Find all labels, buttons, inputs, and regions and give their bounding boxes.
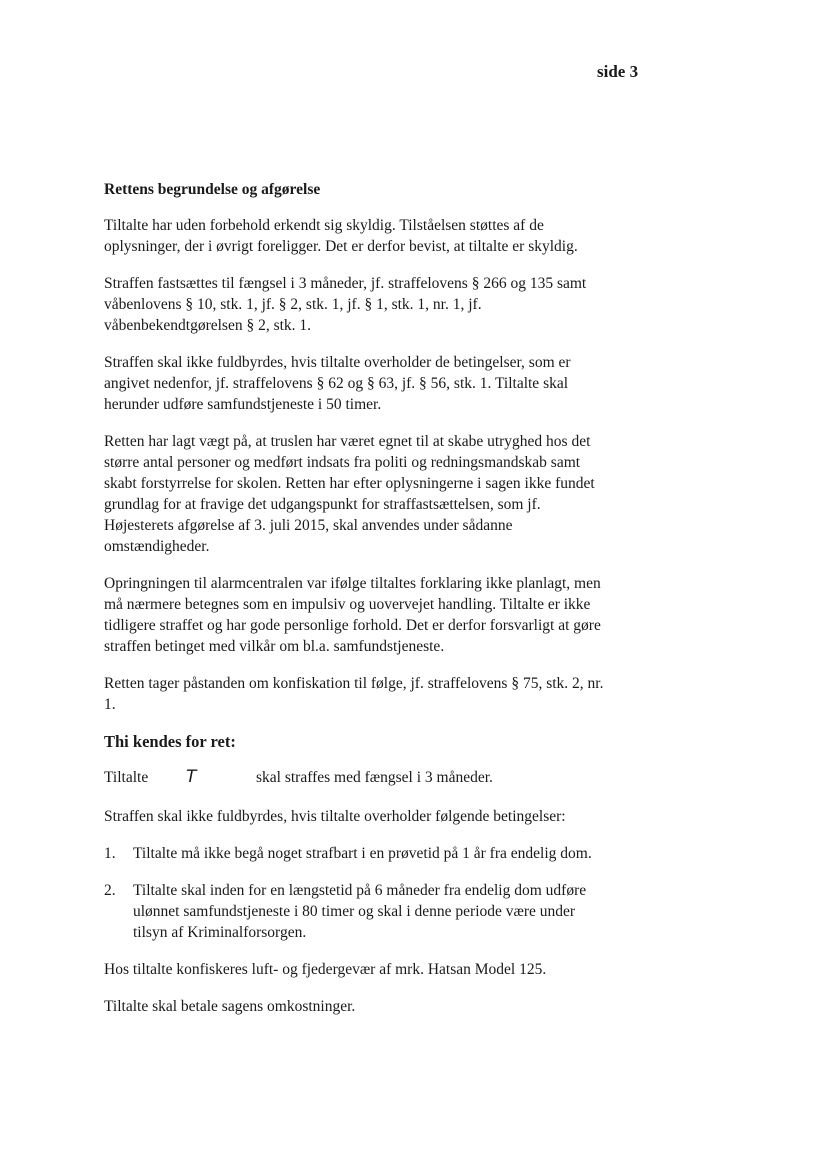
paragraph-reasoning: Retten har lagt vægt på, at truslen har været egnet til at skabe utryghed hos det større antal personer og medført indsats fra politi og redningsmandskab samt skabt forstyrrelse for skolen. Retten har efter oplysningerne i sagen ikke fundet grundlag for at fravige det udgangspunkt for straffastsættelsen, som jf. Højesterets afgørelse af 3. juli 2015, skal anvendes under sådanne omstændigheder. xyxy=(104,433,595,555)
condition-text: Tiltalte må ikke begå noget strafbart i en prøvetid på 1 år fra endelig dom. xyxy=(133,845,592,862)
condition-item xyxy=(104,843,604,864)
paragraph-circumstances: Opringningen til alarmcentralen var ifølge tiltaltes forklaring ikke planlagt, men må nærmere betegnes som en impulsiv og uovervejet handling. Tiltalte er ikke tidligere straffet og har gode personlige forhold. Det er derfor forsvarligt at gøre straffen betinget med vilkår om bl.a. samfundstjeneste. xyxy=(104,575,601,655)
paragraph-admission: Tiltalte har uden forbehold erkendt sig skyldig. Tilståelsen støttes af de oplysninger, der i øvrigt foreligger. Det er derfor bevist, at tiltalte er skyldig. xyxy=(104,217,578,255)
confiscation-order: Hos tiltalte konfiskeres luft- og fjedergevær af mrk. Hatsan Model 125. xyxy=(104,961,547,978)
condition-number: 2. xyxy=(104,882,116,899)
condition-text: Tiltalte skal inden for en længstetid på 6 måneder fra endelig dom udføre ulønnet samfundstjeneste i 80 timer og skal i denne periode være under tilsyn af Kriminalforsorgen. xyxy=(133,882,587,941)
paragraph-confiscation-ruling: Retten tager påstanden om konfiskation til følge, jf. straffelovens § 75, stk. 2, nr. 1. xyxy=(104,675,604,713)
costs-order: Tiltalte skal betale sagens omkostninger. xyxy=(104,998,356,1015)
paragraph-sentence-basis: Straffen fastsættes til fængsel i 3 måneder, jf. straffelovens § 266 og 135 samt våbenlovens § 10, stk. 1, jf. § 2, stk. 1, jf. § 1, stk. 1, nr. 1, jf. våbenbekendtgørelsen § 2, stk. 1. xyxy=(104,275,587,334)
verdict-heading: Thi kendes for ret: xyxy=(104,732,236,751)
document-body xyxy=(104,179,604,1033)
conditions-list xyxy=(104,843,604,943)
condition-item xyxy=(104,880,604,943)
verdict-sentence-line xyxy=(104,767,604,788)
verdict-sentence: skal straffes med fængsel i 3 måneder. xyxy=(256,769,493,786)
condition-number: 1. xyxy=(104,845,116,862)
page-number: side 3 xyxy=(597,62,639,81)
section-heading: Rettens begrundelse og afgørelse xyxy=(104,181,321,198)
defendant-name-redaction: T xyxy=(186,767,197,787)
conditions-intro: Straffen skal ikke fuldbyrdes, hvis tiltalte overholder følgende betingelser: xyxy=(104,808,566,825)
defendant-label: Tiltalte xyxy=(104,769,149,786)
paragraph-suspension: Straffen skal ikke fuldbyrdes, hvis tiltalte overholder de betingelser, som er angivet nedenfor, jf. straffelovens § 62 og § 63, jf. § 56, stk. 1. Tiltalte skal herunder udføre samfundstjeneste i 50 timer. xyxy=(104,354,571,413)
